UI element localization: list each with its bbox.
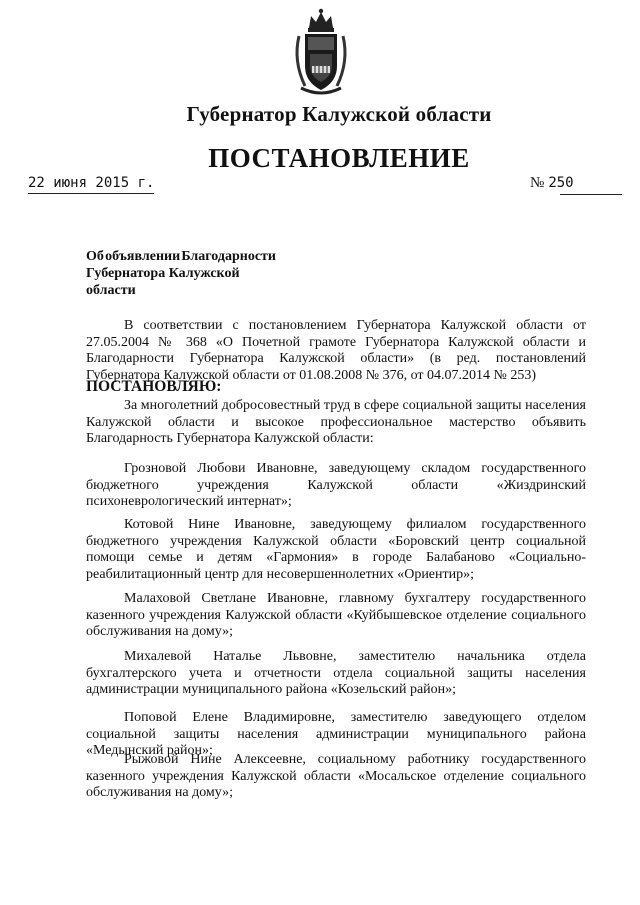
subject-word: объявлении: [105, 249, 181, 264]
subject-word: Об: [86, 249, 104, 264]
decree-word: ПОСТАНОВЛЯЮ:: [86, 378, 222, 395]
date-underline: [28, 193, 154, 194]
intro-text: За многолетний добросовестный труд в сфере социальной защиты населения Калужской области и высокое профессиональное мастерство объявить Благодарность Губернатора Калужской области:: [86, 398, 586, 446]
preamble-text: В соответствии с постановлением Губернатора Калужской области от 27.05.2004 № 368 «О Почетной грамоте Губернатора Калужской области и Благодарности Губернатора Калужской области» (в ред. постановлений Губернатора Калужской области от 01.08.2008 № 376, от 04.07.2014 № 253): [86, 318, 586, 383]
subject-line-1: [86, 248, 276, 265]
awardee-text: Рыжовой Нине Алексеевне, социальному работнику государственного казенного учреждения Калужской области «Мосальское отделение социального обслуживания на дому»;: [86, 752, 586, 800]
awardee-text: Михалевой Наталье Львовне, заместителю начальника отдела бухгалтерского учета и отчетности отдела социальной защиты населения администрации муниципального района «Козельский район»;: [86, 649, 586, 697]
preamble-paragraph: [86, 318, 586, 384]
document-date: [28, 175, 154, 191]
governor-title: Губернатор Калужской области: [186, 102, 492, 126]
awardee-item: [86, 752, 586, 802]
subject-line-2: Губернатора Калужской области: [86, 266, 240, 298]
awardee-text: Малаховой Светлане Ивановне, главному бухгалтеру государственного казенного учреждения Калужской области «Куйбышевское отделение социального обслуживания на дому»;: [86, 591, 586, 639]
document-subject: [86, 248, 276, 299]
number-label: №: [530, 175, 545, 191]
awardee-text: Грозновой Любови Ивановне, заведующему складом государственного бюджетного учреждения Калужской области «Жиздринский психоневрологический интернат»;: [86, 461, 586, 509]
coat-of-arms-icon: [291, 6, 351, 98]
document-number: [530, 175, 574, 192]
awardee-item: [86, 649, 586, 699]
number-underline: [560, 194, 622, 195]
awardee-text: Поповой Елене Владимировне, заместителю заведующего отделом социальной защиты населения администрации муниципального района «Медынский район»;: [86, 710, 586, 758]
awardee-item: [86, 461, 586, 511]
intro-paragraph: [86, 398, 586, 448]
subject-word: Благодарности: [181, 249, 276, 264]
date-text: 22 июня 2015 г.: [28, 175, 155, 191]
document-type-title: ПОСТАНОВЛЕНИЕ: [208, 143, 470, 173]
number-value: 250: [548, 175, 574, 191]
awardee-item: [86, 591, 586, 641]
awardee-text: Котовой Нине Ивановне, заведующему филиалом государственного бюджетного учреждения Калужской области «Боровский центр социальной помощи семье и детям «Гармония» в городе Балабаново «Социально-реабилитационный центр для несовершеннолетних «Ориентир»;: [86, 517, 586, 582]
awardee-item: [86, 517, 586, 583]
